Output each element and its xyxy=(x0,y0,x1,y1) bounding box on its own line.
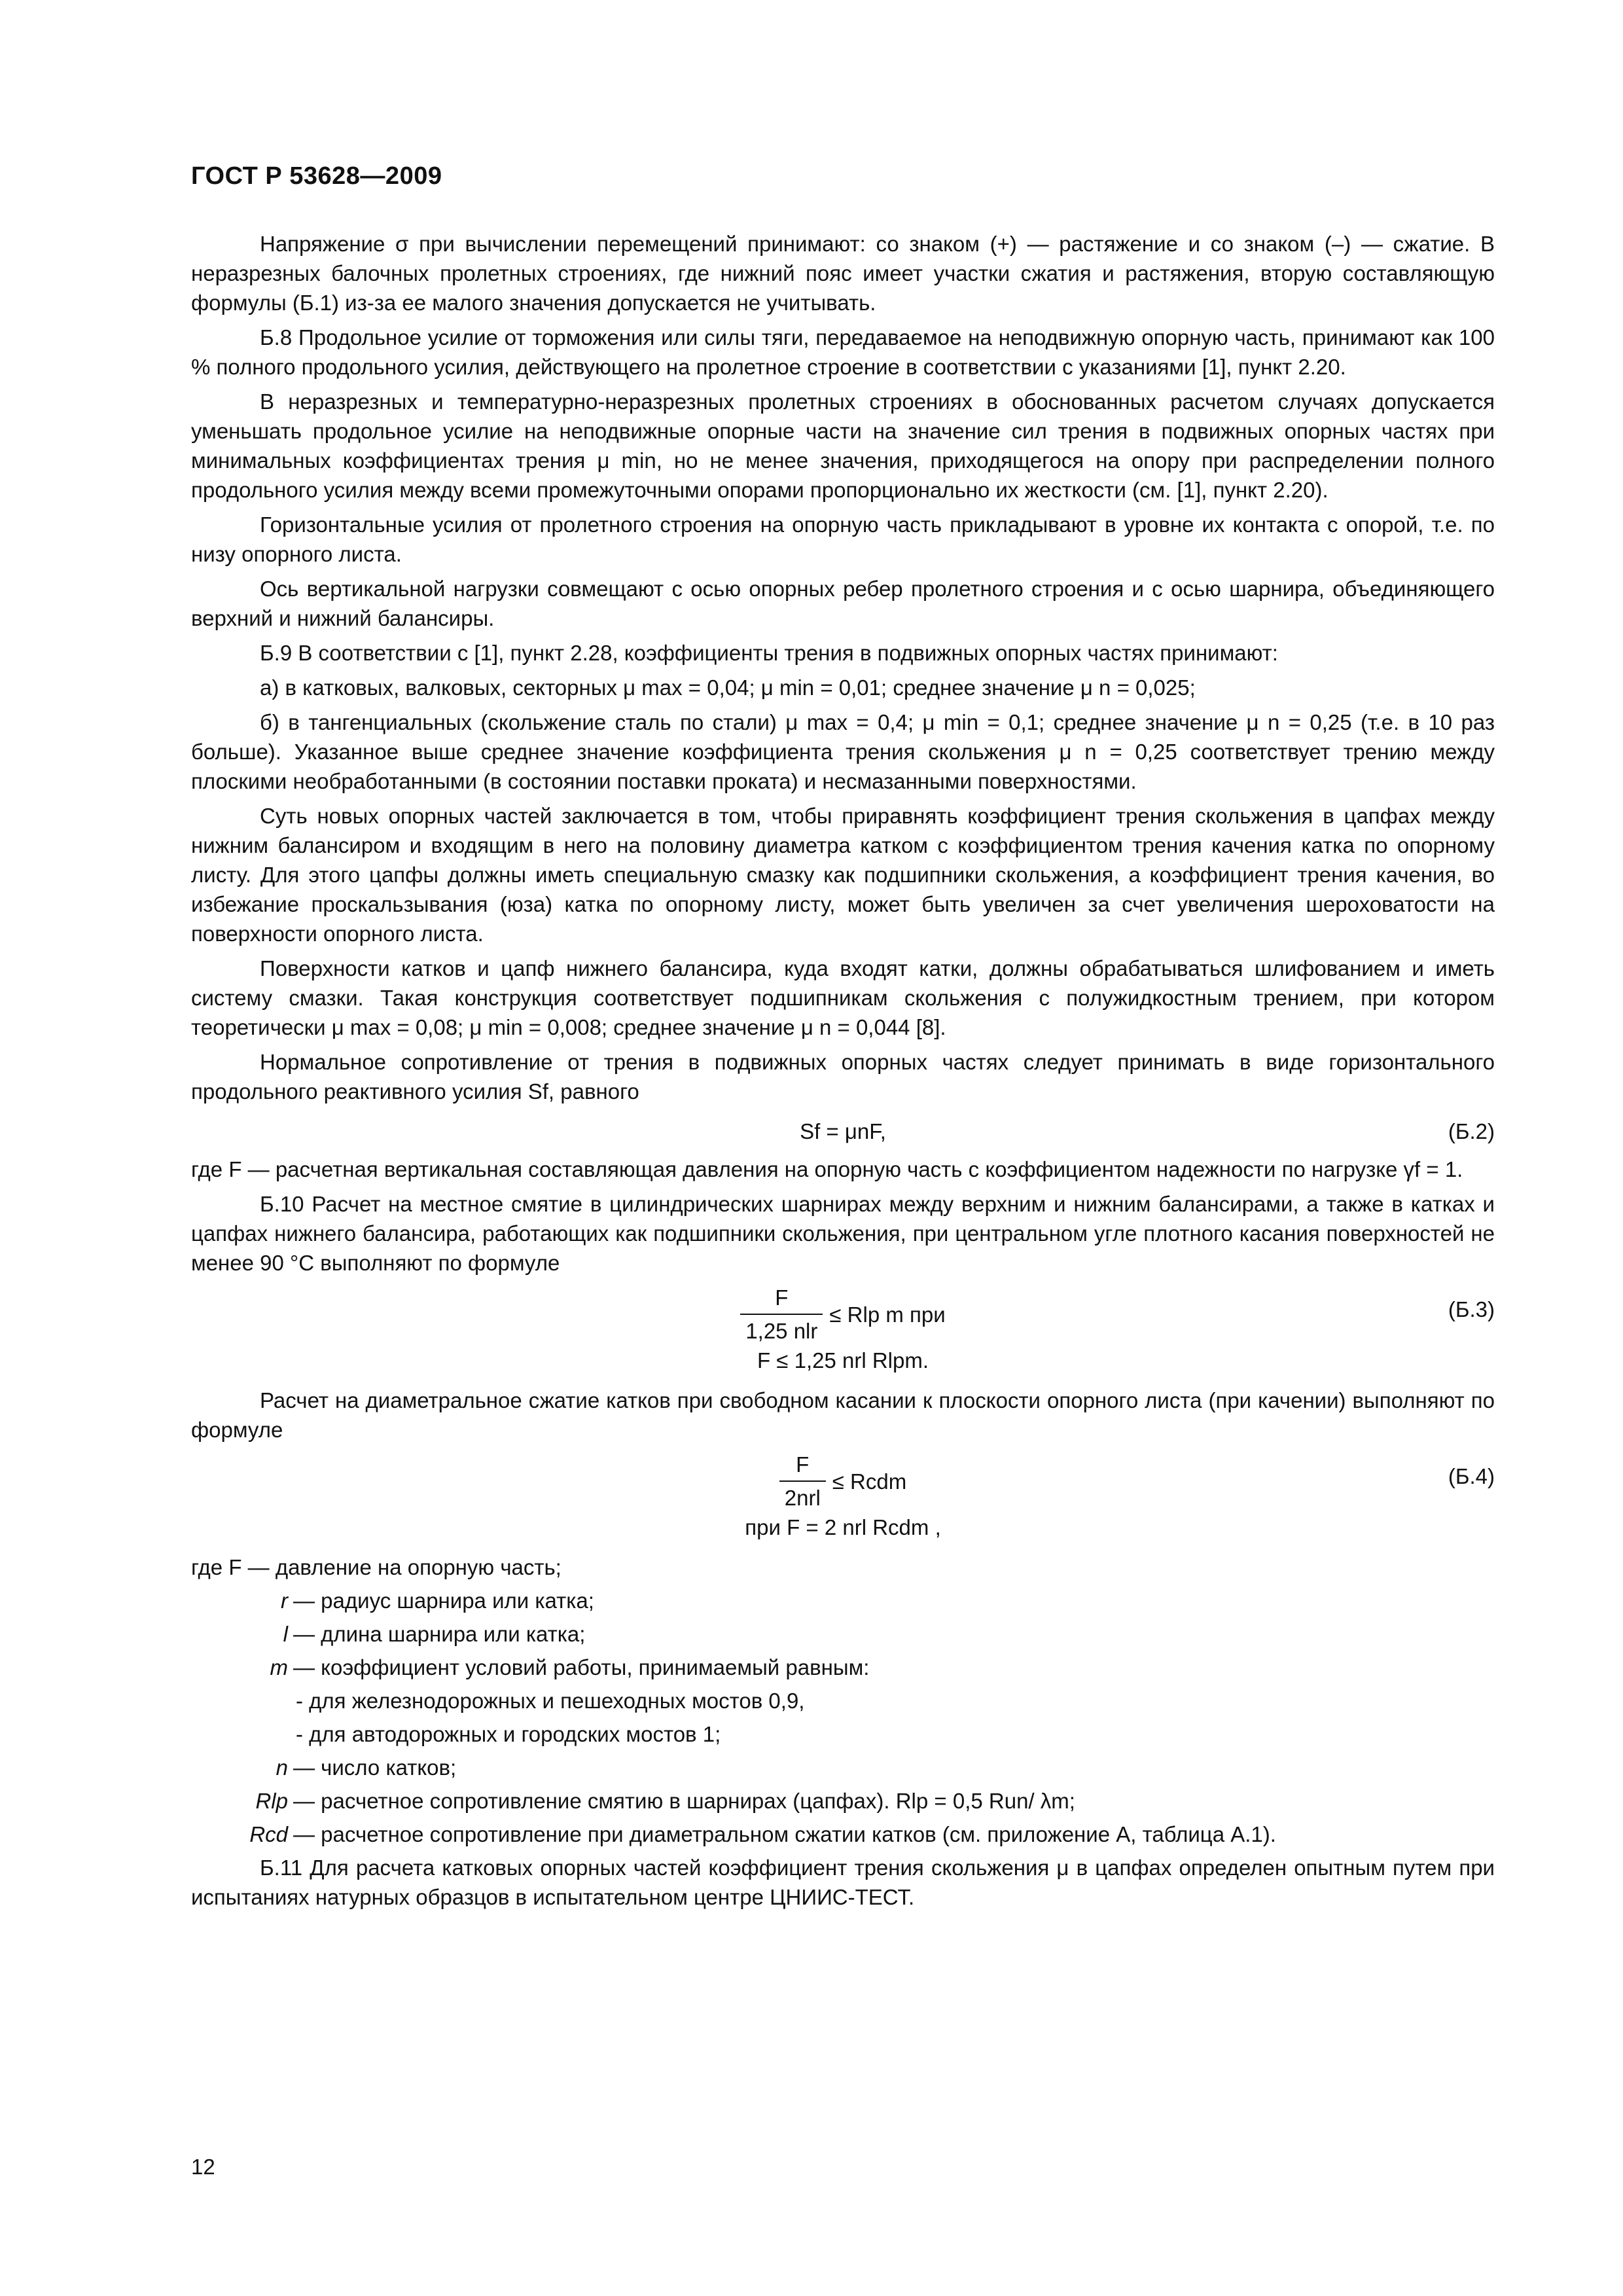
formula-number: (Б.3) xyxy=(1448,1297,1495,1321)
fraction-numerator: F xyxy=(775,1285,789,1310)
fraction-denominator: 2nrl xyxy=(779,1480,826,1513)
document-body xyxy=(191,229,1495,1917)
document-header: ГОСТ Р 53628—2009 xyxy=(191,162,442,190)
list-item-a: а) в катковых, валковых, секторных μ max = 0,04; μ min = 0,01; среднее значение μ n = 0,025; xyxy=(260,675,1196,700)
definition-symbol: m xyxy=(270,1655,288,1679)
fraction-numerator: F xyxy=(796,1452,810,1477)
definitions-list xyxy=(191,1552,1495,1849)
definition-row xyxy=(191,1653,1495,1682)
paragraph-b10: Б.10 Расчет на местное смятие в цилиндрических шарнирах между верхним и нижним балансирами, а также в катках и цапфах нижнего балансира, работающих как подшипники скольжения, при центральном угле плотного касания поверхностей не менее 90 °С выполняют по формуле xyxy=(191,1192,1495,1275)
paragraph: Ось вертикальной нагрузки совмещают с осью опорных ребер пролетного строения и с осью шарнира, объединяющего верхний и нижний балансиры. xyxy=(191,577,1495,630)
fraction xyxy=(740,1283,823,1346)
paragraph: Нормальное сопротивление от трения в подвижных опорных частях следует принимать в виде горизонтального продольного реактивного усилия Sf, равного xyxy=(191,1050,1495,1103)
definition-text: — число катков; xyxy=(293,1755,457,1780)
definition-text: — расчетное сопротивление смятию в шарнирах (цапфах). Rlp = 0,5 Run/ λm; xyxy=(293,1789,1075,1813)
formula-b4 xyxy=(191,1450,1495,1542)
formula-number: (Б.2) xyxy=(1448,1119,1495,1143)
fraction-denominator: 1,25 nlr xyxy=(740,1314,823,1346)
formula-second-line: F ≤ 1,25 nrl Rlpm. xyxy=(757,1348,929,1372)
list-item-b: б) в тангенциальных (скольжение сталь по стали) μ max = 0,4; μ min = 0,1; среднее значение μ n = 0,25 (т.е. в 10 раз больше). Указанное выше среднее значение коэффициента трения скольжения μ n = 0,25 соответствует трению между плоскими необработанными (в состоянии поставки проката) и несмазанными поверхностями. xyxy=(191,710,1495,793)
page-number: 12 xyxy=(191,2155,215,2179)
paragraph: Напряжение σ при вычислении перемещений принимают: со знаком (+) — растяжение и со знаком (–) — сжатие. В неразрезных балочных пролетных строениях, где нижний пояс имеет участки сжатия и растяжения, вторую составляющую формулы (Б.1) из-за ее малого значения допускается не учитывать. xyxy=(191,232,1495,315)
paragraph: где F — расчетная вертикальная составляющая давления на опорную часть с коэффициентом надежности по нагрузке γf = 1. xyxy=(191,1157,1463,1181)
definition-row xyxy=(191,1820,1495,1849)
paragraph-b9: Б.9 В соответствии с [1], пункт 2.28, коэффициенты трения в подвижных опорных частях принимают: xyxy=(260,641,1278,665)
paragraph: Горизонтальные усилия от пролетного строения на опорную часть прикладывают в уровне их контакта с опорой, т.е. по низу опорного листа. xyxy=(191,512,1495,566)
formula-number: (Б.4) xyxy=(1448,1464,1495,1488)
paragraph: Суть новых опорных частей заключается в том, чтобы приравнять коэффициент трения скольжения в цапфах между нижним балансиром и входящим в него на половину диаметра катком с коэффициентом трения качения катка по опорному листу. Для этого цапфы должны иметь специальную смазку как подшипники скольжения, а коэффициент трения качения, во избежание проскальзывания (юза) катка по опорному листу, может быть увеличен за счет увеличения шероховатости на поверхности опорного листа. xyxy=(191,804,1495,946)
formula-rhs: ≤ Rlp m при xyxy=(829,1302,946,1327)
definition-row xyxy=(191,1619,1495,1649)
definition-sub-item: - для автодорожных и городских мостов 1; xyxy=(296,1722,721,1746)
definition-text: — коэффициент условий работы, принимаемый равным: xyxy=(293,1655,870,1679)
definition-sub-item: - для железнодорожных и пешеходных мостов 0,9, xyxy=(296,1689,805,1713)
definition-symbol: n xyxy=(276,1755,288,1780)
definition-symbol: l xyxy=(283,1622,288,1646)
formula-second-line: при F = 2 nrl Rcdm , xyxy=(745,1515,941,1539)
formula-rhs: ≤ Rcdm xyxy=(832,1469,907,1494)
definition-symbol: Rcd xyxy=(249,1822,288,1846)
paragraph: Расчет на диаметральное сжатие катков при свободном касании к плоскости опорного листа (при качении) выполняют по формуле xyxy=(191,1388,1495,1442)
fraction xyxy=(779,1450,826,1513)
formula-b3 xyxy=(191,1283,1495,1375)
definition-text: — длина шарнира или катка; xyxy=(293,1622,586,1646)
definition-text: — расчетное сопротивление при диаметральном сжатии катков (см. приложение А, таблица А.1). xyxy=(293,1822,1276,1846)
definition-symbol: r xyxy=(281,1588,288,1613)
definition-symbol: Rlp xyxy=(255,1789,288,1813)
definition-intro: где F — давление на опорную часть; xyxy=(191,1555,562,1579)
definition-row xyxy=(191,1753,1495,1782)
definition-row xyxy=(191,1786,1495,1816)
paragraph-b8: Б.8 Продольное усилие от торможения или силы тяги, передаваемое на неподвижную опорную часть, принимают как 100 % полного продольного усилия, действующего на пролетное строение в соответствии с указаниями [1], пункт 2.20. xyxy=(191,325,1495,379)
definition-row xyxy=(191,1586,1495,1615)
definition-text: — радиус шарнира или катка; xyxy=(293,1588,594,1613)
paragraph-b11: Б.11 Для расчета катковых опорных частей коэффициент трения скольжения μ в цапфах определен опытным путем при испытаниях натурных образцов в испытательном центре ЦНИИС-ТЕСТ. xyxy=(191,1856,1495,1909)
formula-b2 xyxy=(191,1111,1495,1152)
paragraph: Поверхности катков и цапф нижнего балансира, куда входят катки, должны обрабатываться шлифованием и иметь систему смазки. Такая конструкция соответствует подшипникам скольжения с полужидкостным трением, при котором теоретически μ max = 0,08; μ min = 0,008; среднее значение μ n = 0,044 [8]. xyxy=(191,956,1495,1039)
formula-expression: Sf = μnF, xyxy=(800,1119,886,1143)
paragraph: В неразрезных и температурно-неразрезных пролетных строениях в обоснованных расчетом случаях допускается уменьшать продольное усилие на неподвижные опорные части на значение сил трения в подвижных опорных частях при минимальных коэффициентах трения μ min, но не менее значения, приходящегося на опору при распределении полного продольного усилия между всеми промежуточными опорами пропорционально их жесткости (см. [1], пункт 2.20). xyxy=(191,389,1495,502)
